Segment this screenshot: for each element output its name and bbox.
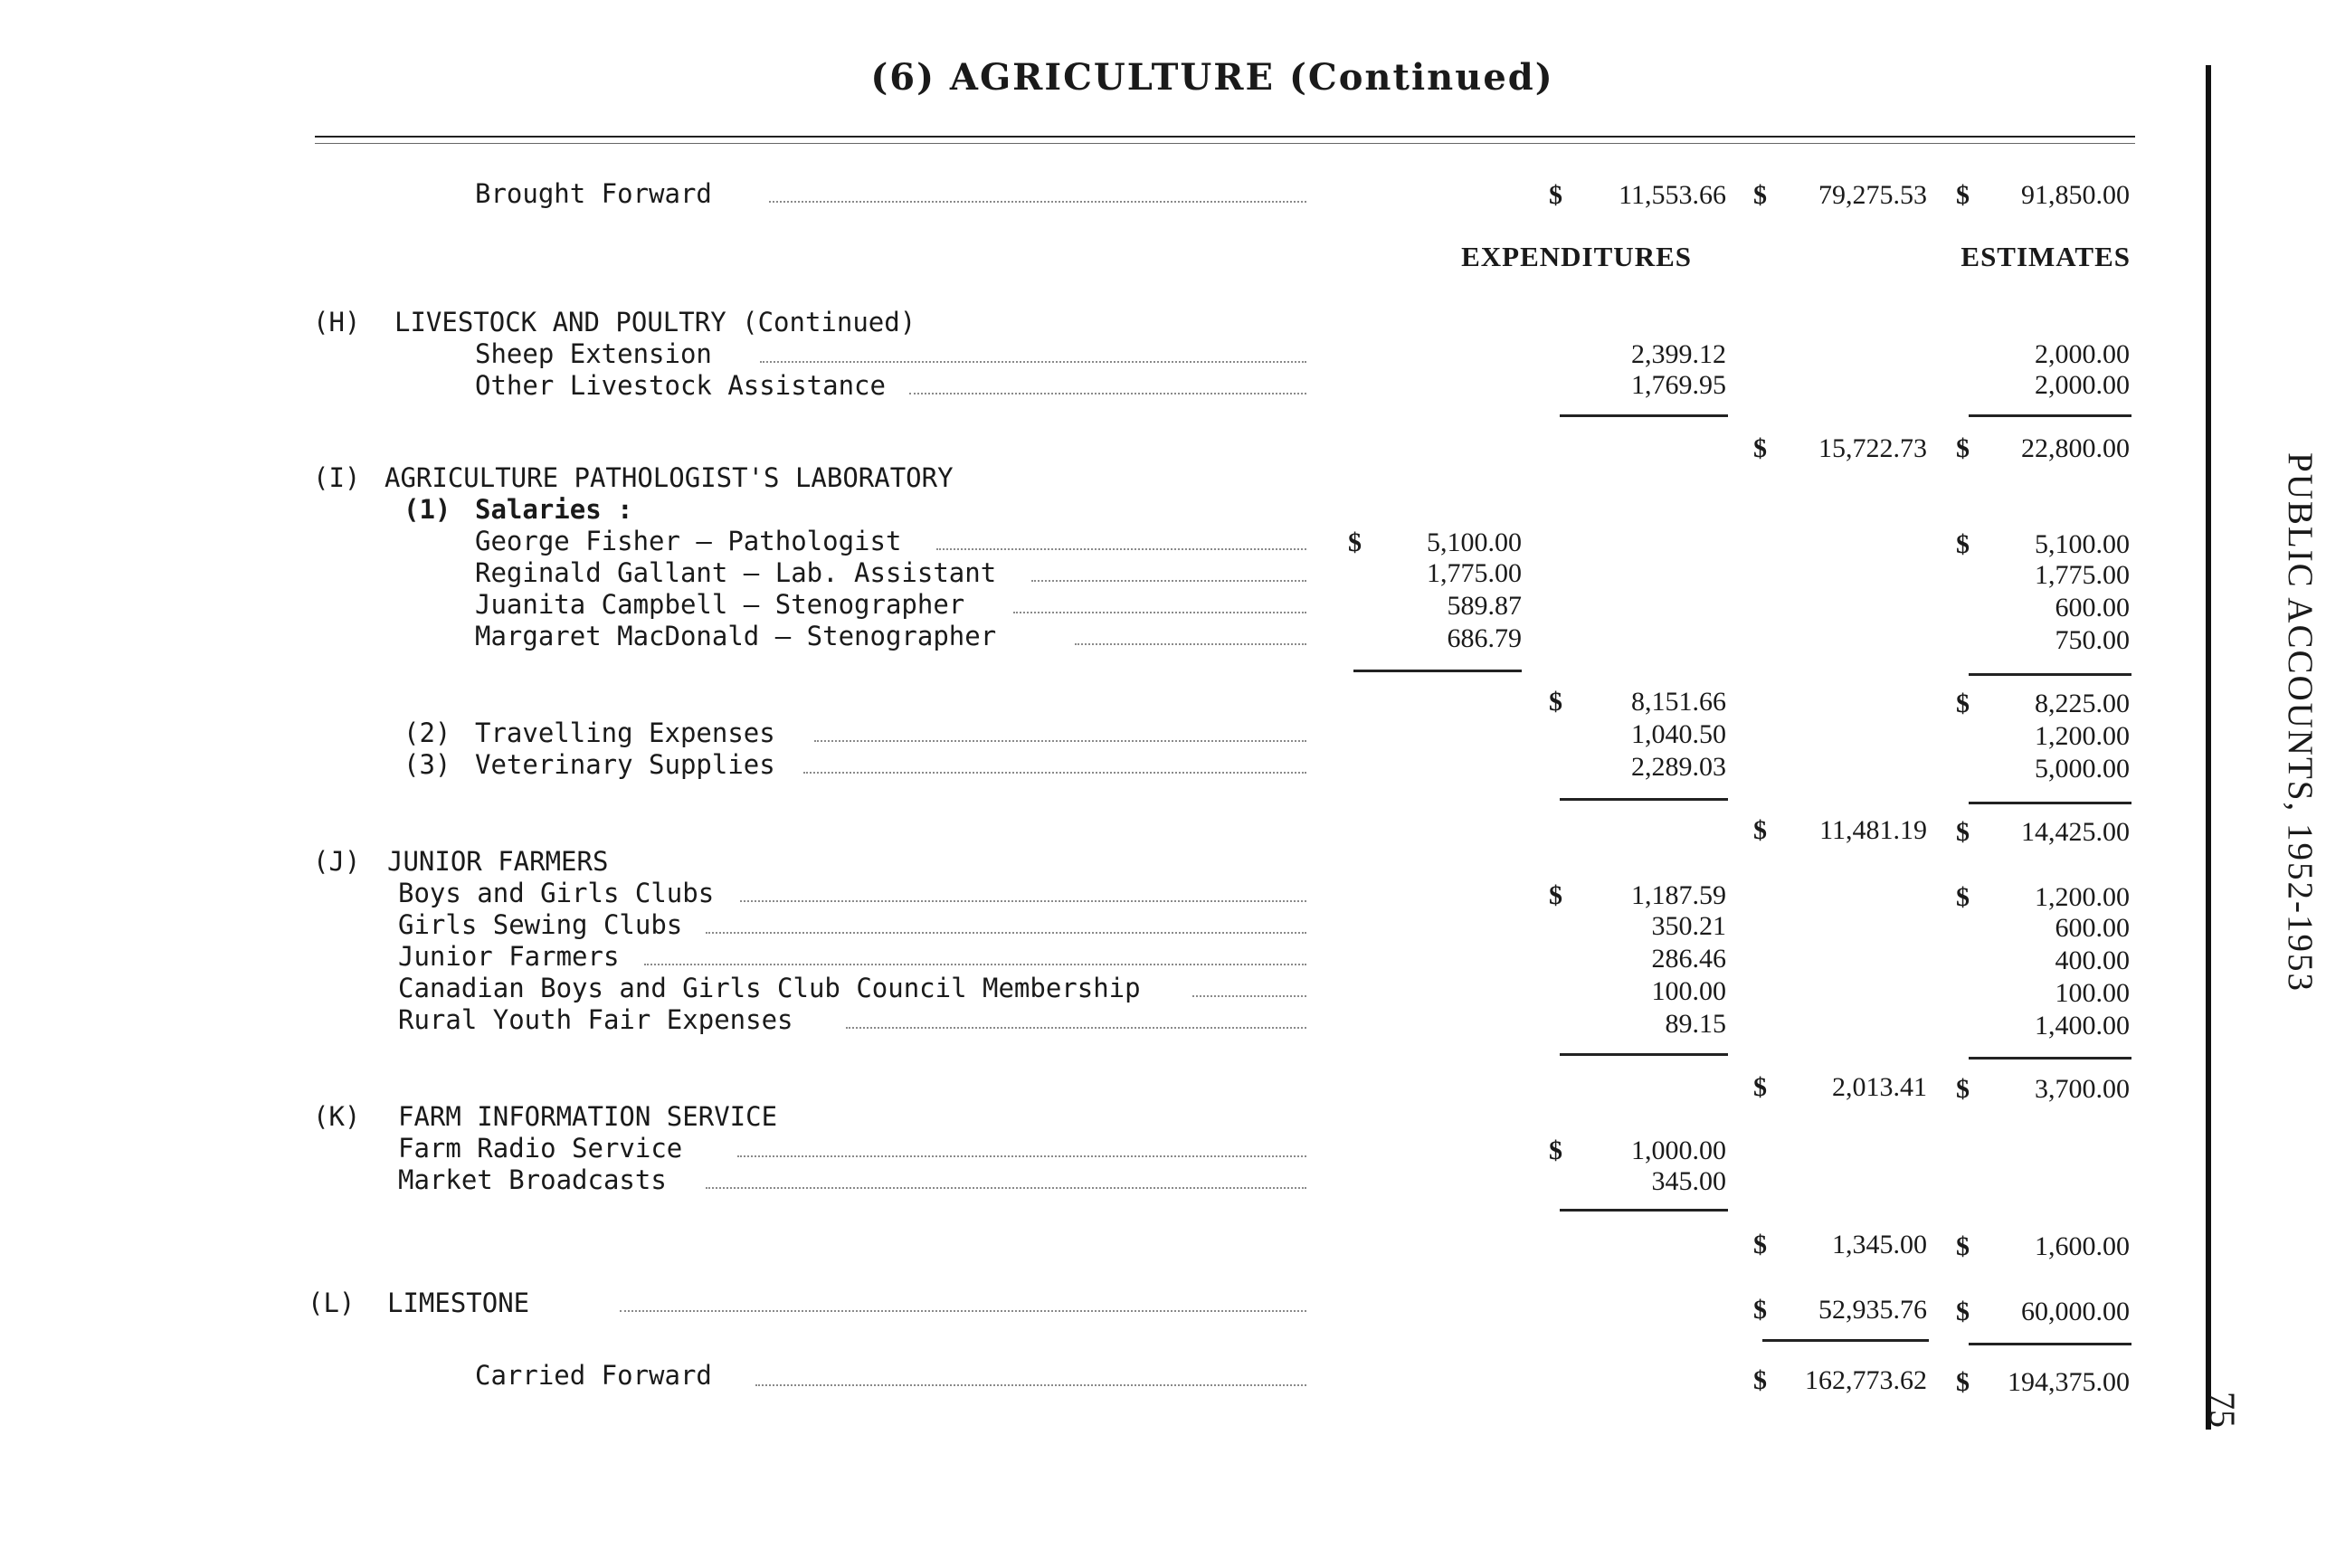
subtotal-rule bbox=[1560, 798, 1728, 801]
dollar-sign: $ bbox=[1956, 817, 1970, 847]
dollar-sign: $ bbox=[1956, 1231, 1970, 1261]
title-rule-bottom bbox=[315, 143, 2135, 144]
section-total-expenditure: 11,481.19 bbox=[1819, 815, 1927, 845]
leader-dots bbox=[1192, 995, 1306, 997]
line-item-estimate: 600.00 bbox=[2055, 913, 2130, 943]
section-code: (K) bbox=[313, 1101, 361, 1132]
line-item-estimate: 100.00 bbox=[2055, 978, 2130, 1008]
salaries-subtotal-estimate: 8,225.00 bbox=[2035, 689, 2130, 718]
dollar-sign: $ bbox=[1956, 529, 1970, 559]
subsection-label: Veterinary Supplies bbox=[475, 749, 775, 780]
leader-dots bbox=[803, 772, 1306, 774]
line-item-expenditure: 89.15 bbox=[1665, 1009, 1726, 1039]
leader-dots bbox=[706, 1187, 1306, 1189]
subtotal-rule bbox=[1560, 1053, 1728, 1056]
dollar-sign: $ bbox=[1956, 882, 1970, 912]
line-item-estimate: 5,000.00 bbox=[2035, 754, 2130, 784]
salary-label: Juanita Campbell — Stenographer bbox=[475, 589, 965, 620]
dollar-sign: $ bbox=[1549, 687, 1562, 717]
subtotal-rule bbox=[1969, 673, 2131, 676]
line-item-label: Canadian Boys and Girls Club Council Membership bbox=[398, 973, 1141, 1003]
leader-dots bbox=[769, 201, 1306, 203]
leader-dots bbox=[1013, 612, 1306, 613]
dollar-sign: $ bbox=[1753, 180, 1767, 210]
brought-forward-expenditure-current: 11,553.66 bbox=[1619, 180, 1726, 210]
side-label: PUBLIC ACCOUNTS, 1952-1953 bbox=[2281, 452, 2320, 993]
line-item-estimate: 2,000.00 bbox=[2035, 339, 2130, 369]
leader-dots bbox=[814, 740, 1306, 742]
dollar-sign: $ bbox=[1956, 1297, 1970, 1326]
subsection-code: (2) bbox=[403, 717, 451, 748]
salary-estimate: 1,775.00 bbox=[2035, 560, 2130, 590]
leader-dots bbox=[620, 1310, 1306, 1312]
subtotal-rule bbox=[1560, 414, 1728, 417]
section-code: (H) bbox=[313, 307, 361, 337]
title-rule-top bbox=[315, 136, 2135, 138]
dollar-sign: $ bbox=[1549, 880, 1562, 910]
dollar-sign: $ bbox=[1753, 815, 1767, 845]
line-item-label: Market Broadcasts bbox=[398, 1164, 667, 1195]
line-item-expenditure: 1,187.59 bbox=[1631, 880, 1726, 910]
salaries-subtotal: 8,151.66 bbox=[1631, 687, 1726, 717]
section-total-estimate: 14,425.00 bbox=[2021, 817, 2130, 847]
section-heading: FARM INFORMATION SERVICE bbox=[398, 1101, 778, 1132]
brought-forward-label: Brought Forward bbox=[475, 178, 712, 209]
section-total-estimate: 1,600.00 bbox=[2035, 1231, 2130, 1261]
leader-dots bbox=[755, 1384, 1306, 1386]
line-item-label: Other Livestock Assistance bbox=[475, 370, 886, 401]
dollar-sign: $ bbox=[1956, 433, 1970, 463]
limestone-estimate: 60,000.00 bbox=[2021, 1297, 2130, 1326]
subtotal-rule bbox=[1560, 1209, 1728, 1212]
line-item-expenditure: 100.00 bbox=[1651, 976, 1726, 1006]
line-item-expenditure: 1,769.95 bbox=[1631, 370, 1726, 400]
line-item-label: Junior Farmers bbox=[398, 941, 620, 972]
page-number: 75 bbox=[2202, 1392, 2243, 1428]
line-item-expenditure: 350.21 bbox=[1651, 911, 1726, 941]
dollar-sign: $ bbox=[1549, 180, 1562, 210]
line-item-label: Boys and Girls Clubs bbox=[398, 878, 715, 908]
salary-estimate: 600.00 bbox=[2055, 593, 2130, 622]
salary-amount: 1,775.00 bbox=[1427, 558, 1522, 588]
brought-forward-expenditure-total: 79,275.53 bbox=[1818, 180, 1927, 210]
dollar-sign: $ bbox=[1753, 1365, 1767, 1395]
salary-amount: 5,100.00 bbox=[1427, 527, 1522, 557]
section-code: (I) bbox=[313, 462, 361, 493]
leader-dots bbox=[740, 900, 1306, 902]
dollar-sign: $ bbox=[1956, 180, 1970, 210]
section-total-expenditure: 1,345.00 bbox=[1832, 1230, 1927, 1259]
line-item-estimate: 1,200.00 bbox=[2035, 882, 2130, 912]
estimates-header: ESTIMATES bbox=[1960, 241, 2131, 272]
leader-dots bbox=[706, 932, 1306, 934]
line-item-label: Girls Sewing Clubs bbox=[398, 909, 683, 940]
leader-dots bbox=[760, 361, 1306, 363]
leader-dots bbox=[909, 393, 1306, 394]
expenditures-header: EXPENDITURES bbox=[1461, 241, 1692, 272]
salary-estimate: 5,100.00 bbox=[2035, 529, 2130, 559]
subsection-label: Salaries : bbox=[475, 494, 633, 525]
carried-forward-label: Carried Forward bbox=[475, 1360, 712, 1391]
salary-amount: 589.87 bbox=[1447, 591, 1522, 621]
leader-dots bbox=[936, 548, 1306, 550]
leader-dots bbox=[644, 964, 1306, 965]
subsection-label: Travelling Expenses bbox=[475, 717, 775, 748]
subtotal-rule bbox=[1969, 1057, 2131, 1060]
subsection-code: (3) bbox=[403, 749, 451, 780]
subtotal-rule bbox=[1969, 802, 2131, 804]
dollar-sign: $ bbox=[1549, 1136, 1562, 1165]
line-item-estimate: 1,400.00 bbox=[2035, 1011, 2130, 1041]
line-item-label: Farm Radio Service bbox=[398, 1133, 683, 1164]
line-item-label: Rural Youth Fair Expenses bbox=[398, 1004, 793, 1035]
line-item-expenditure: 1,000.00 bbox=[1631, 1136, 1726, 1165]
line-item-estimate: 1,200.00 bbox=[2035, 721, 2130, 751]
dollar-sign: $ bbox=[1753, 1230, 1767, 1259]
section-code: (J) bbox=[313, 846, 361, 877]
section-code: (L) bbox=[308, 1288, 356, 1318]
total-rule bbox=[1969, 1343, 2131, 1345]
salary-label: Reginald Gallant — Lab. Assistant bbox=[475, 557, 997, 588]
section-total-expenditure: 15,722.73 bbox=[1818, 433, 1927, 463]
line-item-estimate: 400.00 bbox=[2055, 946, 2130, 975]
salary-estimate: 750.00 bbox=[2055, 625, 2130, 655]
subsection-code: (1) bbox=[403, 494, 451, 525]
line-item-expenditure: 286.46 bbox=[1651, 944, 1726, 974]
page-title: (6) AGRICULTURE (Continued) bbox=[870, 56, 1554, 99]
section-heading: AGRICULTURE PATHOLOGIST'S LABORATORY bbox=[385, 462, 954, 493]
line-item-expenditure: 345.00 bbox=[1651, 1166, 1726, 1196]
section-heading: JUNIOR FARMERS bbox=[387, 846, 609, 877]
dollar-sign: $ bbox=[1348, 527, 1362, 557]
dollar-sign: $ bbox=[1753, 1072, 1767, 1102]
dollar-sign: $ bbox=[1753, 433, 1767, 463]
line-item-expenditure: 2,399.12 bbox=[1631, 339, 1726, 369]
limestone-expenditure: 52,935.76 bbox=[1818, 1295, 1927, 1325]
section-total-expenditure: 2,013.41 bbox=[1832, 1072, 1927, 1102]
leader-dots bbox=[1075, 643, 1306, 645]
section-total-estimate: 3,700.00 bbox=[2035, 1074, 2130, 1104]
line-item-estimate: 2,000.00 bbox=[2035, 370, 2130, 400]
salary-label: Margaret MacDonald — Stenographer bbox=[475, 621, 997, 651]
leader-dots bbox=[737, 1155, 1306, 1157]
carried-forward-estimate: 194,375.00 bbox=[2008, 1367, 2130, 1397]
subtotal-rule bbox=[1969, 414, 2131, 417]
line-item-expenditure: 1,040.50 bbox=[1631, 719, 1726, 749]
section-heading: LIMESTONE bbox=[387, 1288, 530, 1318]
section-heading: LIVESTOCK AND POULTRY (Continued) bbox=[394, 307, 916, 337]
carried-forward-expenditure: 162,773.62 bbox=[1805, 1365, 1927, 1395]
salary-label: George Fisher — Pathologist bbox=[475, 526, 902, 556]
dollar-sign: $ bbox=[1956, 1367, 1970, 1397]
subtotal-rule bbox=[1353, 670, 1522, 672]
brought-forward-estimate: 91,850.00 bbox=[2021, 180, 2130, 210]
leader-dots bbox=[846, 1027, 1306, 1029]
total-rule bbox=[1762, 1339, 1929, 1342]
line-item-expenditure: 2,289.03 bbox=[1631, 752, 1726, 782]
margin-rule bbox=[2206, 65, 2211, 1430]
section-total-estimate: 22,800.00 bbox=[2021, 433, 2130, 463]
dollar-sign: $ bbox=[1753, 1295, 1767, 1325]
leader-dots bbox=[1031, 580, 1306, 582]
dollar-sign: $ bbox=[1956, 1074, 1970, 1104]
salary-amount: 686.79 bbox=[1447, 623, 1522, 653]
dollar-sign: $ bbox=[1956, 689, 1970, 718]
line-item-label: Sheep Extension bbox=[475, 338, 712, 369]
